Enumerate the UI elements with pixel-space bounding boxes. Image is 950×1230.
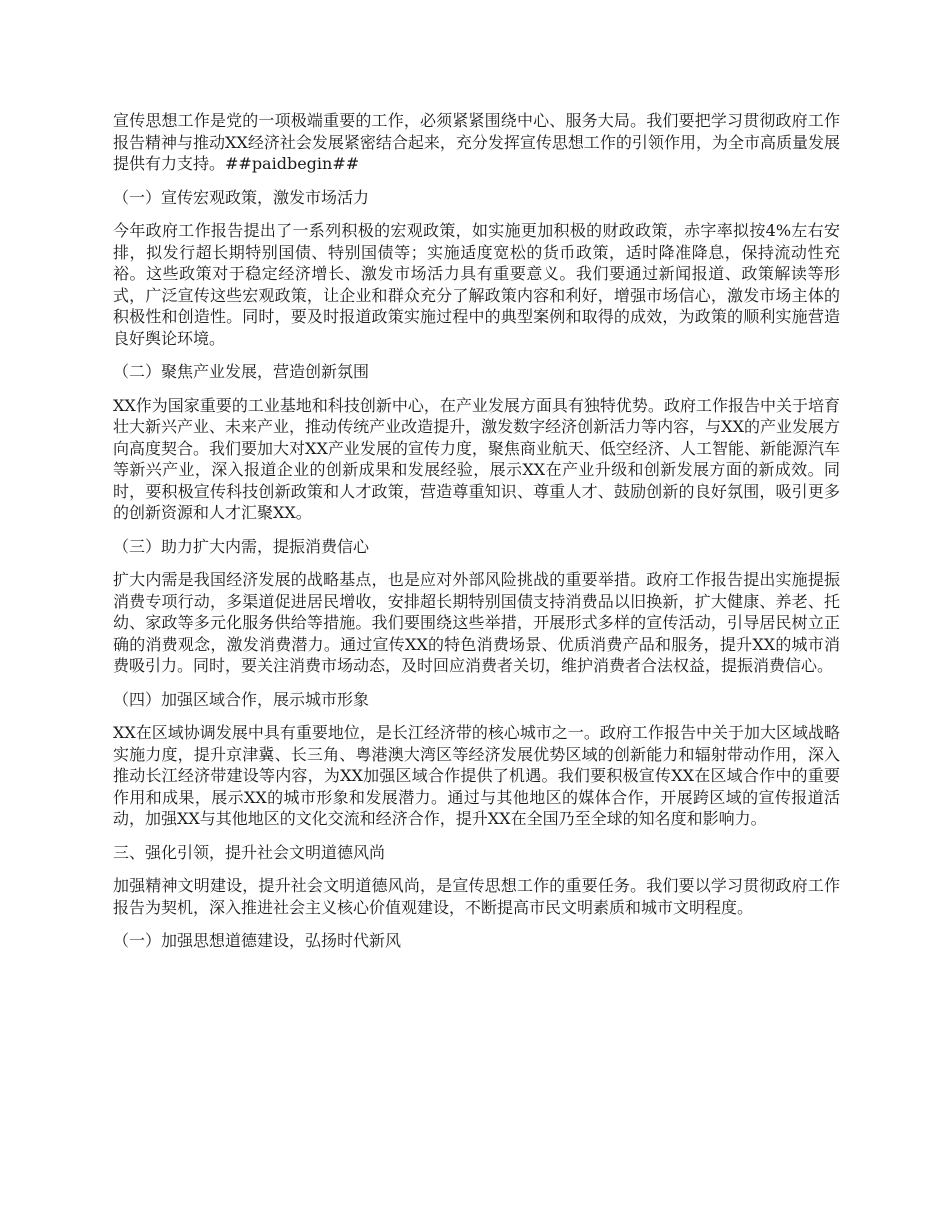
paragraph-industry-development: XX作为国家重要的工业基地和科技创新中心，在产业发展方面具有独特优势。政府工作报告中关于培育壮大新兴产业、未来产业，推动传统产业改造提升，激发数字经济创新活力等内容，与XX的产业发展方向高度契合。我们要加大对XX产业发展的宣传力度，聚焦商业航天、低空经济、人工智能、新能源汽车等新兴产业，深入报道企业的创新成果和发展经验，展示XX在产业升级和创新发展方面的新成效。同时，要积极宣传科技创新政策和人才政策，营造尊重知识、尊重人才、鼓励创新的良好氛围，吸引更多的创新资源和人才汇聚XX。 [113,395,840,522]
section-heading-domestic-demand: （三）助力扩大内需，提振消费信心 [113,536,370,556]
paragraph-regional-cooperation: XX在区域协调发展中具有重要地位，是长江经济带的核心城市之一。政府工作报告中关于加大区域战略实施力度，提升京津冀、长三角、粤港澳大湾区等经济发展优势区域的创新能力和辐射带动作用，深入推动长江经济带建设等内容，为XX加强区域合作提供了机遇。我们要积极宣传XX在区域合作中的重要作用和成果，展示XX的城市形象和发展潜力。通过与其他地区的媒体合作，开展跨区域的宣传报道活动，加强XX与其他地区的文化交流和经济合作，提升XX在全国乃至全球的知名度和影响力。 [113,723,840,828]
paragraph-domestic-demand: 扩大内需是我国经济发展的战略基点，也是应对外部风险挑战的重要举措。政府工作报告提出实施提振消费专项行动，多渠道促进居民增收，安排超长期特别国债支持消费品以旧换新，扩大健康、养老、托幼、家政等多元化服务供给等措施。我们要围绕这些举措，开展形式多样的宣传活动，引导居民树立正确的消费观念，激发消费潜力。通过宣传XX的特色消费场景、优质消费产品和服务，提升XX的城市消费吸引力。同时，要关注消费市场动态，及时回应消费者关切，维护消费者合法权益，提振消费信心。 [113,570,840,675]
document-page [113,110,840,964]
intro-paragraph: 宣传思想工作是党的一项极端重要的工作，必须紧紧围绕中心、服务大局。我们要把学习贯彻政府工作报告精神与推动XX经济社会发展紧密结合起来，充分发挥宣传思想工作的引领作用，为全市高质量发展提供有力支持。##paidbegin## [113,111,840,173]
section-heading-industry-development: （二）聚焦产业发展，营造创新氛围 [113,362,370,381]
paragraph-civilization: 加强精神文明建设，提升社会文明道德风尚，是宣传思想工作的重要任务。我们要以学习贯彻政府工作报告为契机，深入推进社会主义核心价值观建设，不断提高市民文明素质和城市文明程度。 [113,876,840,917]
section-heading-civilization: 三、强化引领，提升社会文明道德风尚 [113,842,386,862]
paragraph-macro-policy: 今年政府工作报告提出了一系列积极的宏观政策，如实施更加积极的财政政策，赤字率拟按4%左右安排，拟发行超长期特别国债、特别国债等；实施适度宽松的货币政策，适时降准降息，保持流动性充裕。这些政策对于稳定经济增长、激发市场活力具有重要意义。我们要通过新闻报道、政策解读等形式，广泛宣传这些宏观政策，让企业和群众充分了解政策内容和利好，增强市场信心，激发市场主体的积极性和创造性。同时，要及时报道政策实施过程中的典型案例和取得的成效，为政策的顺利实施营造良好舆论环境。 [113,221,840,348]
section-heading-promote-macro-policy: （一）宣传宏观政策，激发市场活力 [113,187,370,207]
section-heading-moral-construction: （一）加强思想道德建设，弘扬时代新风 [113,931,402,950]
section-heading-regional-cooperation: （四）加强区域合作，展示城市形象 [113,689,370,709]
